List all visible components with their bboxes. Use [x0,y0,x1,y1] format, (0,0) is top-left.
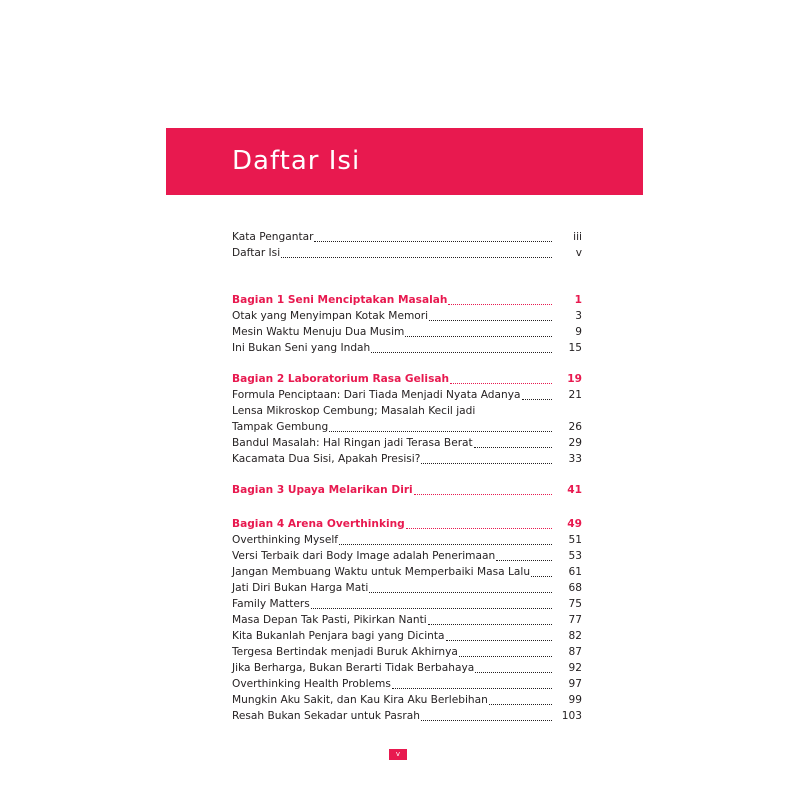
toc-entry-row [232,340,582,356]
toc-page-number: 9 [575,326,582,338]
toc-page-number: 33 [568,453,582,465]
toc-entry-row [232,245,582,261]
dot-leader [489,704,552,705]
dot-leader [448,304,552,305]
toc-entry-title: Masa Depan Tak Pasti, Pikirkan Nanti [232,614,427,626]
dot-leader [531,576,552,577]
toc-entry-row [232,580,582,596]
dot-leader [414,494,552,495]
toc-section-row [232,482,582,498]
toc-entry-row [232,660,582,676]
toc-entry-row [232,708,582,724]
toc-section-title: Bagian 3 Upaya Melarikan Diri [232,484,413,496]
toc-section-row [232,292,582,308]
toc-entry-row [232,324,582,340]
toc-page-number: 49 [567,518,582,530]
toc-page-number: 82 [568,630,582,642]
toc-entry-row [232,403,582,419]
dot-leader [429,320,552,321]
toc-section-row [232,516,582,532]
toc-entry-title: Ini Bukan Seni yang Indah [232,342,371,354]
toc-entry-row [232,612,582,628]
dot-leader [311,608,552,609]
page-number-badge: v [389,749,407,760]
toc-entry-title: Tergesa Bertindak menjadi Buruk Akhirnya [232,646,458,658]
dot-leader [421,463,552,464]
toc-entry-title: Jika Berharga, Bukan Berarti Tidak Berbahaya [232,662,475,674]
toc-entry-row [232,435,582,451]
toc-entry-title: Versi Terbaik dari Body Image adalah Penerimaan [232,550,496,562]
toc-page-number: 1 [574,294,582,306]
toc-section-title: Bagian 1 Seni Menciptakan Masalah [232,294,448,306]
dot-leader [371,352,552,353]
dot-leader [475,672,552,673]
page-title: Daftar Isi [232,146,361,176]
toc-page-number: 61 [568,566,582,578]
toc-entry-row [232,628,582,644]
toc-entry-title: Resah Bukan Sekadar untuk Pasrah [232,710,420,722]
toc-entry-title: Tampak Gembung [232,421,329,433]
toc-entry-row [232,564,582,580]
toc-page-number: 41 [567,484,582,496]
toc-entry-title: Otak yang Menyimpan Kotak Memori [232,310,429,322]
toc-entry-row [232,387,582,403]
toc-entry-row [232,644,582,660]
toc-entry-row [232,308,582,324]
dot-leader [459,656,552,657]
toc-entry-title: Kacamata Dua Sisi, Apakah Presisi? [232,453,421,465]
dot-leader [314,241,552,242]
toc-page-number: 51 [568,534,582,546]
dot-leader [281,257,552,258]
toc-page-number: 3 [575,310,582,322]
toc-page-number: 68 [568,582,582,594]
toc-page-number: 97 [568,678,582,690]
toc-page-number: 103 [561,710,582,722]
toc-entry-title: Mungkin Aku Sakit, dan Kau Kira Aku Berlebihan [232,694,488,706]
dot-leader [496,560,552,561]
toc-entry-title: Kata Pengantar [232,231,314,243]
toc-entry-row [232,548,582,564]
toc-page-number: 92 [568,662,582,674]
toc-page-number: 15 [568,342,582,354]
toc-page-number: 53 [568,550,582,562]
toc-entry-row [232,229,582,245]
dot-leader [474,447,552,448]
toc-section-title: Bagian 2 Laboratorium Rasa Gelisah [232,373,450,385]
toc-page-number: 99 [568,694,582,706]
toc-entry-row [232,596,582,612]
dot-leader [392,688,552,689]
toc-entry-title: Jangan Membuang Waktu untuk Memperbaiki Masa Lalu [232,566,531,578]
dot-leader [339,544,552,545]
dot-leader [450,383,552,384]
toc-entry-title: Lensa Mikroskop Cembung; Masalah Kecil jadi [232,405,476,417]
toc-entry-title: Formula Penciptaan: Dari Tiada Menjadi Nyata Adanya [232,389,521,401]
toc-entry-title: Overthinking Myself [232,534,339,546]
toc-entry-title: Kita Bukanlah Penjara bagi yang Dicinta [232,630,445,642]
toc-entry-title: Mesin Waktu Menuju Dua Musim [232,326,405,338]
toc-section-row [232,371,582,387]
dot-leader [522,399,553,400]
toc-entry-row [232,692,582,708]
toc-page-number: 77 [568,614,582,626]
toc-entry-title: Jati Diri Bukan Harga Mati [232,582,369,594]
title-banner [166,128,643,195]
toc-page-number: v [575,247,582,259]
dot-leader [406,528,552,529]
toc-page-number: 26 [568,421,582,433]
dot-leader [405,336,552,337]
toc-page-number: 75 [568,598,582,610]
toc-entry-row [232,676,582,692]
toc-entry-title: Family Matters [232,598,310,610]
toc-page-number: iii [573,231,582,243]
toc-page-number: 19 [567,373,582,385]
toc-entry-title: Overthinking Health Problems [232,678,391,690]
toc-page-number: 21 [568,389,582,401]
toc-entry-row [232,419,582,435]
toc-entry-row [232,532,582,548]
toc-page-number: 29 [568,437,582,449]
dot-leader [421,720,552,721]
dot-leader [446,640,553,641]
toc-entry-title: Bandul Masalah: Hal Ringan jadi Terasa Berat [232,437,473,449]
dot-leader [369,592,552,593]
toc-entry-row [232,451,582,467]
toc-entry-title: Daftar Isi [232,247,281,259]
dot-leader [329,431,552,432]
dot-leader [428,624,552,625]
toc-page-number: 87 [568,646,582,658]
toc-section-title: Bagian 4 Arena Overthinking [232,518,405,530]
